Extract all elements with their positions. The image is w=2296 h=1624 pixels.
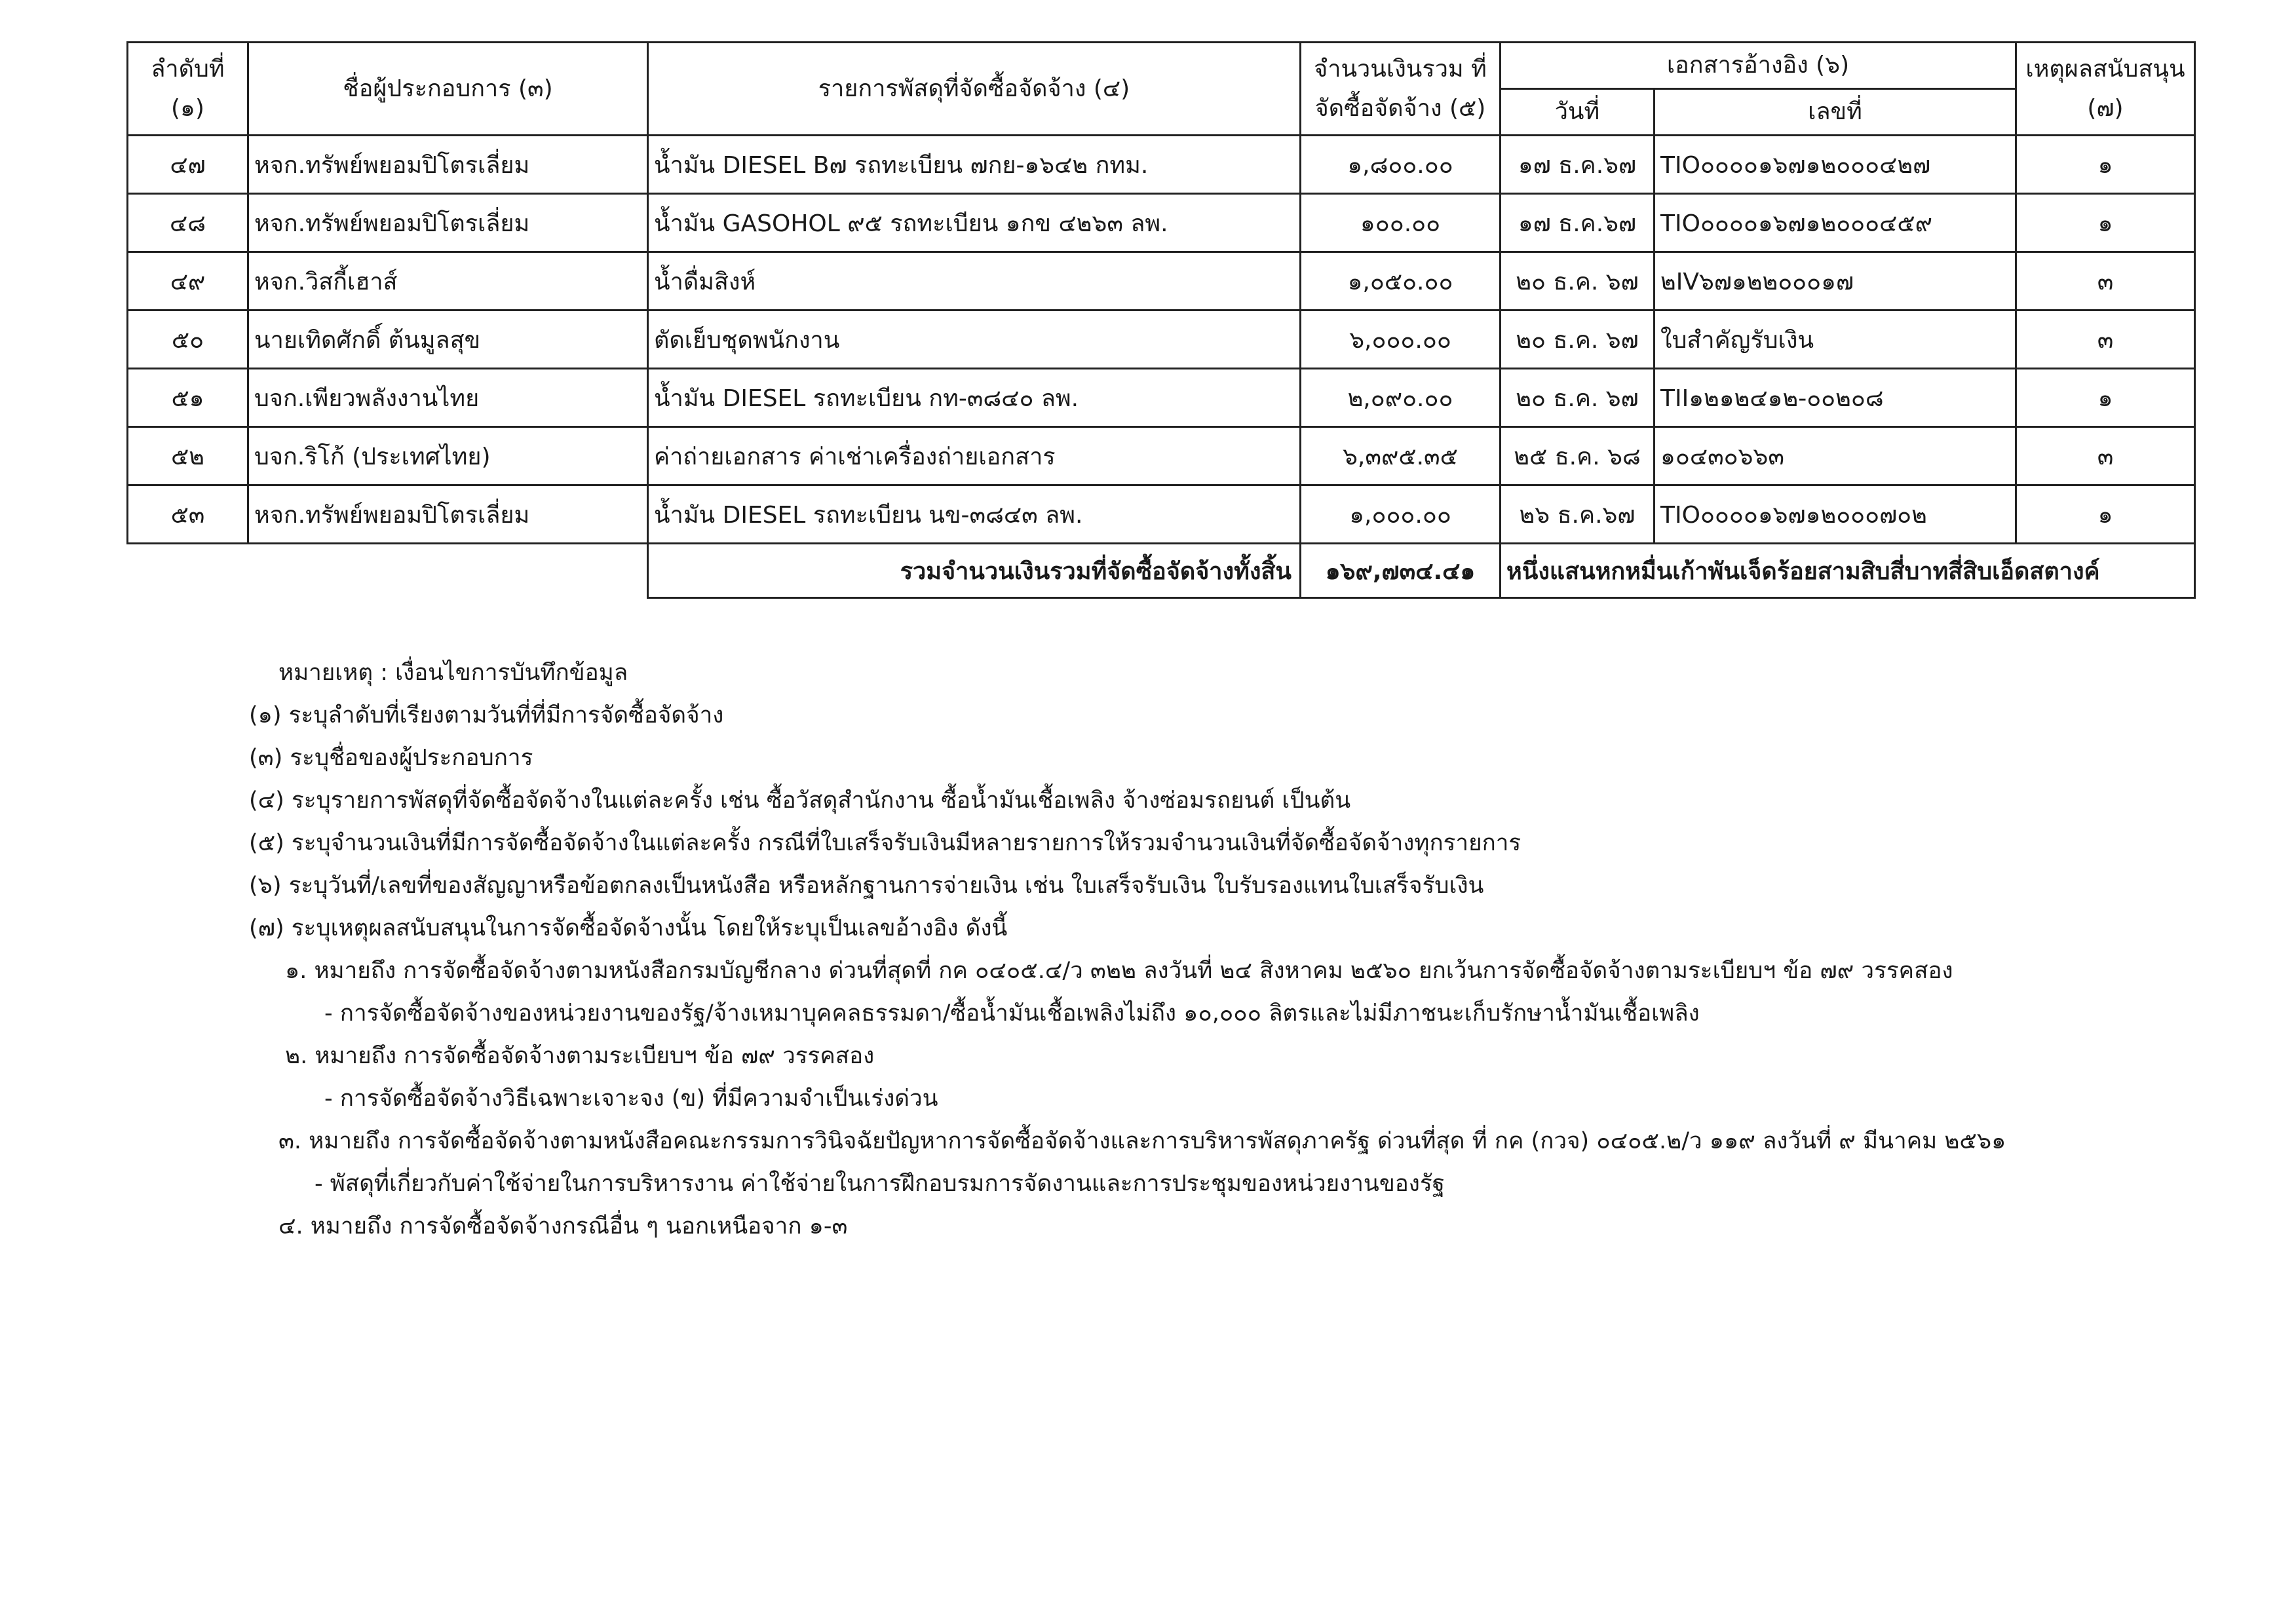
cell-date: ๒๖ ธ.ค.๖๗ — [1501, 485, 1655, 544]
note-line: (๕) ระบุจำนวนเงินที่มีการจัดซื้อจัดจ้างในแต่ละครั้ง กรณีที่ใบเสร็จรับเงินมีหลายรายการให้รวมจำนวนเงินที่จัดซื้อจัดจ้างทุกรายการ — [249, 830, 1521, 856]
cell-seq: ๔๗ — [128, 136, 248, 194]
cell-reason: ๓ — [2016, 252, 2195, 311]
note-line: (๓) ระบุชื่อของผู้ประกอบการ — [249, 745, 533, 771]
cell-item: น้ำมัน DIESEL รถทะเบียน นข-๓๘๔๓ ลพ. — [648, 485, 1301, 544]
header-ref-no: เลขที่ — [1655, 89, 2016, 136]
notes-title: หมายเหตุ : เงื่อนไขการบันทึกข้อมูล — [278, 660, 628, 686]
cell-doc-no: ๒IV๖๗๑๒๒๐๐๐๑๗ — [1655, 252, 2016, 311]
cell-doc-no: TIO๐๐๐๐๑๖๗๑๒๐๐๐๔๕๙ — [1655, 194, 2016, 252]
total-row — [128, 544, 2195, 598]
cell-vendor: หจก.ทรัพย์พยอมปิโตรเลี่ยม — [248, 194, 648, 252]
cell-reason: ๑ — [2016, 136, 2195, 194]
reason-line: ๔. หมายถึง การจัดซื้อจัดจ้างกรณีอื่น ๆ นอกเหนือจาก ๑-๓ — [278, 1213, 848, 1239]
note-line: (๖) ระบุวันที่/เลขที่ของสัญญาหรือข้อตกลงเป็นหนังสือ หรือหลักฐานการจ่ายเงิน เช่น ใบเสร็จรับเงิน ใบรับรองแทนใบเสร็จรับเงิน — [249, 873, 1484, 899]
header-seq: ลำดับที่ (๑) — [128, 43, 248, 136]
cell-amount: ๑,๐๕๐.๐๐ — [1301, 252, 1501, 311]
cell-doc-no: TIO๐๐๐๐๑๖๗๑๒๐๐๐๔๒๗ — [1655, 136, 2016, 194]
cell-date: ๒๐ ธ.ค. ๖๗ — [1501, 252, 1655, 311]
note-line: (๑) ระบุลำดับที่เรียงตามวันที่ที่มีการจัดซื้อจัดจ้าง — [249, 702, 724, 728]
reason-subline: - พัสดุที่เกี่ยวกับค่าใช้จ่ายในการบริหารงาน ค่าใช้จ่ายในการฝึกอบรมการจัดงานและการประชุมของหน่วยงานของรัฐ — [315, 1171, 1445, 1197]
cell-date: ๑๗ ธ.ค.๖๗ — [1501, 136, 1655, 194]
cell-seq: ๔๙ — [128, 252, 248, 311]
cell-item: น้ำมัน DIESEL รถทะเบียน กท-๓๘๔๐ ลพ. — [648, 369, 1301, 427]
table-row — [128, 485, 2195, 544]
cell-amount: ๑๐๐.๐๐ — [1301, 194, 1501, 252]
reason-subline: - การจัดซื้อจัดจ้างวิธีเฉพาะเจาะจง (ข) ที่มีความจำเป็นเร่งด่วน — [324, 1086, 938, 1112]
reason-line: ๑. หมายถึง การจัดซื้อจัดจ้างตามหนังสือกรมบัญชีกลาง ด่วนที่สุดที่ กค ๐๔๐๕.๔/ว ๓๒๒ ลงวันที่ ๒๔ สิงหาคม ๒๕๖๐ ยกเว้นการจัดซื้อจัดจ้างตามระเบียบฯ ข้อ ๗๙ วรรคสอง — [285, 958, 1953, 984]
header-items: รายการพัสดุที่จัดซื้อจัดจ้าง (๔) — [648, 43, 1301, 136]
total-words: หนึ่งแสนหกหมื่นเก้าพันเจ็ดร้อยสามสิบสี่บาทสี่สิบเอ็ดสตางค์ — [1501, 544, 2195, 598]
cell-seq: ๕๐ — [128, 311, 248, 369]
cell-amount: ๑,๘๐๐.๐๐ — [1301, 136, 1501, 194]
cell-item: ตัดเย็บชุดพนักงาน — [648, 311, 1301, 369]
cell-reason: ๑ — [2016, 369, 2195, 427]
cell-vendor: นายเทิดศักดิ์ ต้นมูลสุข — [248, 311, 648, 369]
cell-date: ๒๐ ธ.ค. ๖๗ — [1501, 311, 1655, 369]
cell-vendor: หจก.ทรัพย์พยอมปิโตรเลี่ยม — [248, 485, 648, 544]
cell-seq: ๕๑ — [128, 369, 248, 427]
cell-doc-no: TIO๐๐๐๐๑๖๗๑๒๐๐๐๗๐๒ — [1655, 485, 2016, 544]
cell-reason: ๓ — [2016, 427, 2195, 485]
notes-section — [249, 652, 2006, 1248]
cell-vendor: หจก.วิสกี้เฮาส์ — [248, 252, 648, 311]
total-label: รวมจำนวนเงินรวมที่จัดซื้อจัดจ้างทั้งสิ้น — [648, 544, 1301, 598]
cell-item: น้ำดื่มสิงห์ — [648, 252, 1301, 311]
cell-seq: ๕๒ — [128, 427, 248, 485]
header-vendor: ชื่อผู้ประกอบการ (๓) — [248, 43, 648, 136]
note-line: (๗) ระบุเหตุผลสนับสนุนในการจัดซื้อจัดจ้างนั้น โดยให้ระบุเป็นเลขอ้างอิง ดังนี้ — [249, 915, 1008, 941]
cell-amount: ๑,๐๐๐.๐๐ — [1301, 485, 1501, 544]
cell-date: ๒๕ ธ.ค. ๖๘ — [1501, 427, 1655, 485]
cell-date: ๒๐ ธ.ค. ๖๗ — [1501, 369, 1655, 427]
cell-amount: ๖,๓๙๕.๓๕ — [1301, 427, 1501, 485]
cell-reason: ๑ — [2016, 194, 2195, 252]
cell-vendor: บจก.ริโก้ (ประเทศไทย) — [248, 427, 648, 485]
cell-doc-no: ใบสำคัญรับเงิน — [1655, 311, 2016, 369]
cell-item: น้ำมัน GASOHOL ๙๕ รถทะเบียน ๑กข ๔๒๖๓ ลพ. — [648, 194, 1301, 252]
note-line: (๔) ระบุรายการพัสดุที่จัดซื้อจัดจ้างในแต่ละครั้ง เช่น ซื้อวัสดุสำนักงาน ซื้อน้ำมันเชื้อเพลิง จ้างซ่อมรถยนต์ เป็นต้น — [249, 787, 1351, 814]
header-amount: จำนวนเงินรวม ที่จัดซื้อจัดจ้าง (๕) — [1301, 43, 1501, 136]
reason-line: ๓. หมายถึง การจัดซื้อจัดจ้างตามหนังสือคณะกรรมการวินิจฉัยปัญหาการจัดซื้อจัดจ้างและการบริหารพัสดุภาครัฐ ด่วนที่สุด ที่ กค (กวจ) ๐๔๐๕.๒/ว ๑๑๙ ลงวันที่ ๙ มีนาคม ๒๕๖๑ — [278, 1128, 2006, 1154]
table-row — [128, 136, 2195, 194]
table-row — [128, 194, 2195, 252]
cell-item: ค่าถ่ายเอกสาร ค่าเช่าเครื่องถ่ายเอกสาร — [648, 427, 1301, 485]
reason-subline: - การจัดซื้อจัดจ้างของหน่วยงานของรัฐ/จ้างเหมาบุคคลธรรมดา/ซื้อน้ำมันเชื้อเพลิงไม่ถึง ๑๐,๐๐๐ ลิตรและไม่มีภาชนะเก็บรักษาน้ำมันเชื้อเพลิง — [324, 1000, 1700, 1027]
cell-amount: ๖,๐๐๐.๐๐ — [1301, 311, 1501, 369]
cell-vendor: บจก.เพียวพลังงานไทย — [248, 369, 648, 427]
cell-item: น้ำมัน DIESEL B๗ รถทะเบียน ๗กย-๑๖๔๒ กทม. — [648, 136, 1301, 194]
cell-vendor: หจก.ทรัพย์พยอมปิโตรเลี่ยม — [248, 136, 648, 194]
blank-cell — [128, 544, 648, 598]
cell-reason: ๑ — [2016, 485, 2195, 544]
header-reason: เหตุผลสนับสนุน (๗) — [2016, 43, 2195, 136]
procurement-table — [126, 41, 2196, 599]
cell-doc-no: TII๑๒๑๒๔๑๒-๐๐๒๐๘ — [1655, 369, 2016, 427]
table-row — [128, 311, 2195, 369]
cell-reason: ๓ — [2016, 311, 2195, 369]
table-row — [128, 252, 2195, 311]
header-ref-doc: เอกสารอ้างอิง (๖) — [1501, 43, 2016, 89]
cell-date: ๑๗ ธ.ค.๖๗ — [1501, 194, 1655, 252]
cell-amount: ๒,๐๙๐.๐๐ — [1301, 369, 1501, 427]
cell-doc-no: ๑๐๔๓๐๖๖๓ — [1655, 427, 2016, 485]
cell-seq: ๕๓ — [128, 485, 248, 544]
reason-line: ๒. หมายถึง การจัดซื้อจัดจ้างตามระเบียบฯ ข้อ ๗๙ วรรคสอง — [285, 1043, 875, 1069]
table-row — [128, 369, 2195, 427]
cell-seq: ๔๘ — [128, 194, 248, 252]
header-ref-date: วันที่ — [1501, 89, 1655, 136]
table-row — [128, 427, 2195, 485]
total-amount: ๑๖๙,๗๓๔.๔๑ — [1301, 544, 1501, 598]
